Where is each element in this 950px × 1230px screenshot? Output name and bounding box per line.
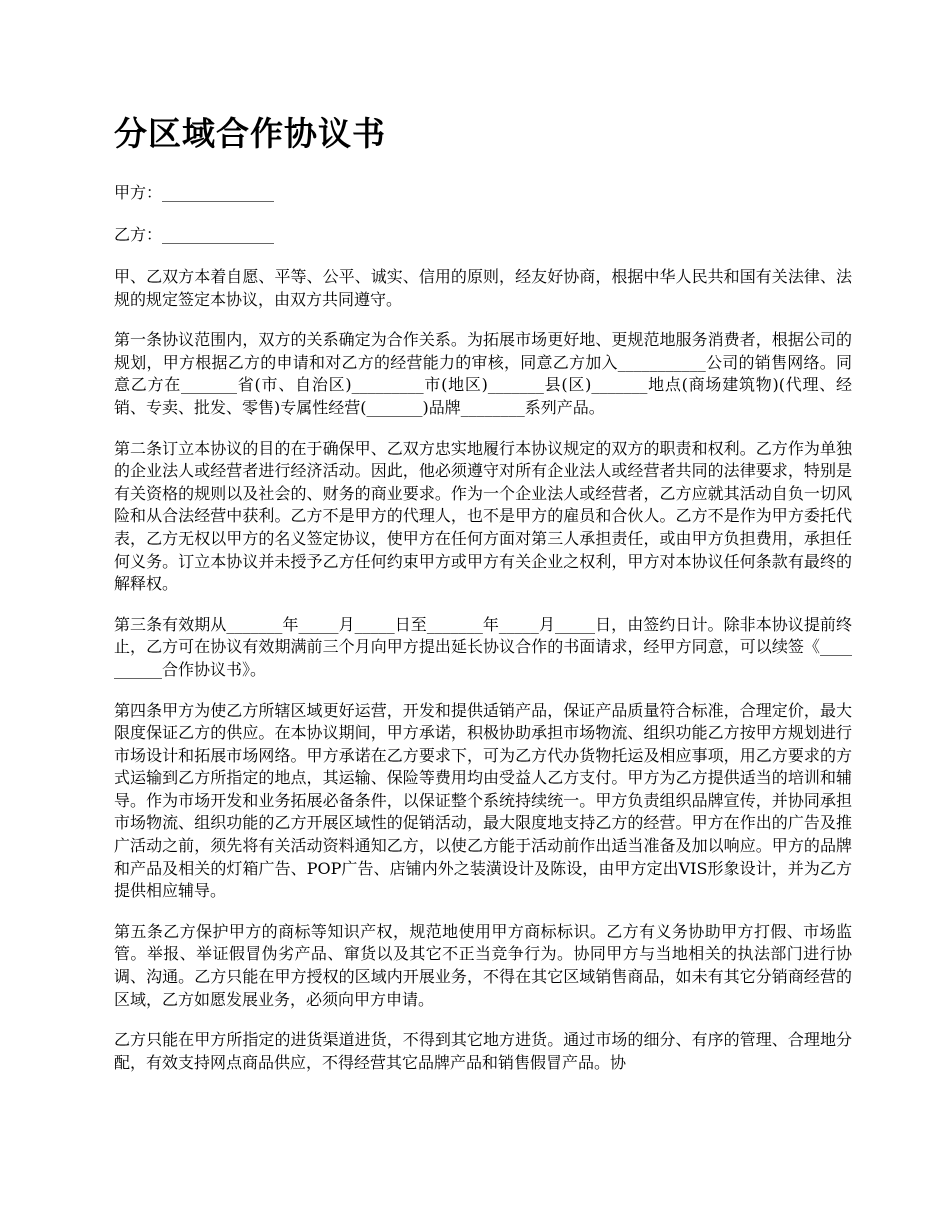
- paragraph-article-3: 第三条有效期从_______年_____月_____日至_______年_____月_____日，由签约日计。除非本协议提前终止，乙方可在协议有效期满前三个月向甲方提出延长协议合作的书面请求，经甲方同意，可以续签《__________合作协议书》。: [114, 614, 852, 679]
- document-title: 分区域合作协议书: [114, 114, 386, 153]
- paragraph-article-1: 第一条协议范围内，双方的关系确定为合作关系。为拓展市场更好地、更规范地服务消费者，根据公司的规划，甲方根据乙方的申请和对乙方的经营能力的审核，同意乙方加入___________公司的销售网络。同意乙方在_______省(市、自治区)_________市(地区)_______县(区)_______地点(商场建筑物)(代理、经销、专卖、批发、零售)专属性经营(_______)品牌________系列产品。: [114, 330, 852, 417]
- party-a-line: 甲方：______________: [114, 183, 275, 202]
- paragraph-article-2: 第二条订立本协议的目的在于确保甲、乙双方忠实地履行本协议规定的双方的职责和权利。乙方作为单独的企业法人或经营者进行经济活动。因此，他必须遵守对所有企业法人或经营者共同的法律要求，特别是有关资格的规则以及社会的、财务的商业要求。作为一个企业法人或经营者，乙方应就其活动自负一切风险和从合法经营中获利。乙方不是甲方的代理人，也不是甲方的雇员和合伙人。乙方不是作为甲方委托代表，乙方无权以甲方的名义签定协议，使甲方在任何方面对第三人承担责任，或由甲方负担费用，承担任何义务。订立本协议并未授予乙方任何约束甲方或甲方有关企业之权利，甲方对本协议任何条款有最终的解释权。: [114, 438, 852, 594]
- document-page: [114, 112, 852, 1092]
- paragraph-article-4: 第四条甲方为使乙方所辖区域更好运营，开发和提供适销产品，保证产品质量符合标准，合理定价，最大限度保证乙方的供应。在本协议期间，甲方承诺，积极协助承担市场物流、组织功能乙方按甲方规划进行市场设计和拓展市场网络。甲方承诺在乙方要求下，可为乙方代办货物托运及相应事项，用乙方要求的方式运输到乙方所指定的地点，其运输、保险等费用均由受益人乙方支付。甲方为乙方提供适当的培训和辅导。作为市场开发和业务拓展必备条件，以保证整个系统持续统一。甲方负责组织品牌宣传，并协同承担市场物流、组织功能的乙方开展区域性的促销活动，最大限度地支持乙方的经营。甲方在作出的广告及推广活动之前，须先将有关活动资料通知乙方，以使乙方能于活动前作出适当准备及加以响应。甲方的品牌和产品及相关的灯箱广告、POP广告、店铺内外之装潢设计及陈设，由甲方定出VIS形象设计，并为乙方提供相应辅导。: [114, 700, 852, 901]
- paragraph-preamble: 甲、乙双方本着自愿、平等、公平、诚实、信用的原则，经友好协商，根据中华人民共和国有关法律、法规的规定签定本协议，由双方共同遵守。: [114, 267, 852, 309]
- paragraph-supply-channel: 乙方只能在甲方所指定的进货渠道进货，不得到其它地方进货。通过市场的细分、有序的管理、合理地分配，有效支持网点商品供应，不得经营其它品牌产品和销售假冒产品。协: [114, 1030, 852, 1072]
- party-b-line: 乙方：______________: [114, 225, 275, 244]
- paragraph-article-5: 第五条乙方保护甲方的商标等知识产权，规范地使用甲方商标标识。乙方有义务协助甲方打假、市场监管。举报、举证假冒伪劣产品、窜货以及其它不正当竞争行为。协同甲方与当地相关的执法部门进行协调、沟通。乙方只能在甲方授权的区域内开展业务，不得在其它区域销售商品，如未有其它分销商经营的区域，乙方如愿发展业务，必须向甲方申请。: [114, 921, 852, 1009]
